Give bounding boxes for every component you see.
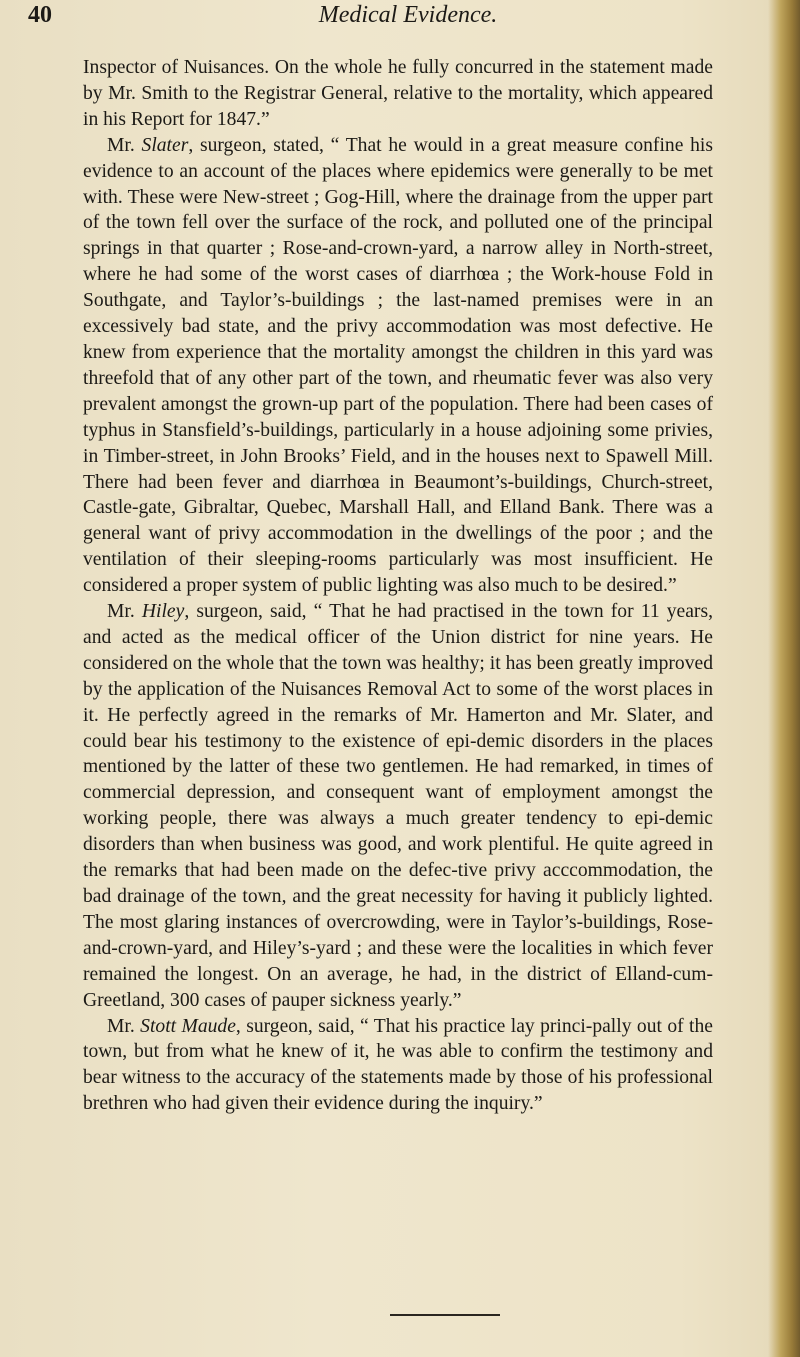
running-head: Medical Evidence. — [318, 2, 498, 28]
paragraph-text: , surgeon, stated, “ That he would in a great measure confine his evidence to an account of the places where epidemics were generally to be met with. These were New-street ; Gog-Hill, where the drainage from the upper part of the town fell over the surface of the rock, and polluted one of the principal springs in that quarter ; Rose-and-crown-yard, a narrow alley in North-street, where he had some of the worst cases of diarrhœa ; the Work-house Fold in Southgate, and Taylor’s-buildings ; the last-named premises were in an excessively bad state, and the privy accommodation was most defective. He knew from experience that the mortality amongst the children in this yard was threefold that of any other part of the town, and rheumatic fever was also very prevalent amongst the grown-up part of the population. There had been cases of typhus in Stansfield’s-buildings, particularly in a house adjoining some privies, in Timber-street, in John Brooks’ Field, and in the houses next to Spawell Mill. There had been fever and diarrhœa in Beaumont’s-buildings, Church-street, Castle-gate, Gibraltar, Quebec, Marshall Hall, and Elland Bank. There was a general want of privy accommodation in the dwellings of the poor ; and the ventilation of their sleeping-rooms particularly was most insufficient. He considered a proper system of public lighting was also much to be desired.” — [83, 134, 714, 597]
body-text — [83, 55, 713, 1117]
paragraph-inspector — [83, 55, 713, 133]
paragraph-lead: Mr. — [107, 134, 142, 156]
end-rule — [390, 1314, 500, 1316]
speaker-name: Stott Maude — [140, 1015, 236, 1037]
speaker-name: Slater — [141, 134, 189, 156]
page-number: 40 — [28, 2, 52, 28]
paragraph-maude — [83, 1014, 713, 1118]
paragraph-text: Inspector of Nuisances. On the whole he fully concurred in the statement made by Mr. Smith to the Registrar General, relative to the mortality, which appeared in his Report for 1847.” — [83, 57, 713, 130]
page-header — [28, 2, 728, 34]
paragraph-lead: Mr. — [107, 601, 142, 623]
page-edge — [768, 0, 800, 1357]
paragraph-text: , surgeon, said, “ That his practice lay princi-pally out of the town, but from what he knew of it, he was able to confirm the testimony and bear witness to the accuracy of the statements made by those of his professional brethren who had given their evidence during the inquiry.” — [83, 1015, 713, 1115]
paragraph-text: , surgeon, said, “ That he had practised in the town for 11 years, and acted as the medical officer of the Union district for nine years. He considered on the whole that the town was healthy; it has been greatly improved by the application of the Nuisances Removal Act to some of the worst places in it. He perfectly agreed in the remarks of Mr. Hamerton and Mr. Slater, and could bear his testimony to the existence of epi-demic disorders in the places mentioned by the latter of these two gentlemen. He had remarked, in times of commercial depression, and consequent want of employment amongst the working people, there was always a much greater tendency to epi-demic disorders than when business was good, and work plentiful. He quite agreed in the remarks that had been made on the defec-tive privy acccommodation, the bad drainage of the town, and the great necessity for having it publicly lighted. The most glaring instances of overcrowding, were in Taylor’s-buildings, Rose-and-crown-yard, and Hiley’s-yard ; and these were the localities in which fever remained the longest. On an average, he had, in the district of Elland-cum-Greetland, 300 cases of pauper sickness yearly.” — [83, 601, 713, 1011]
paragraph-lead: Mr. — [107, 1015, 141, 1037]
speaker-name: Hiley — [141, 601, 185, 623]
paragraph-hiley — [83, 599, 713, 1014]
paragraph-slater — [83, 133, 713, 599]
